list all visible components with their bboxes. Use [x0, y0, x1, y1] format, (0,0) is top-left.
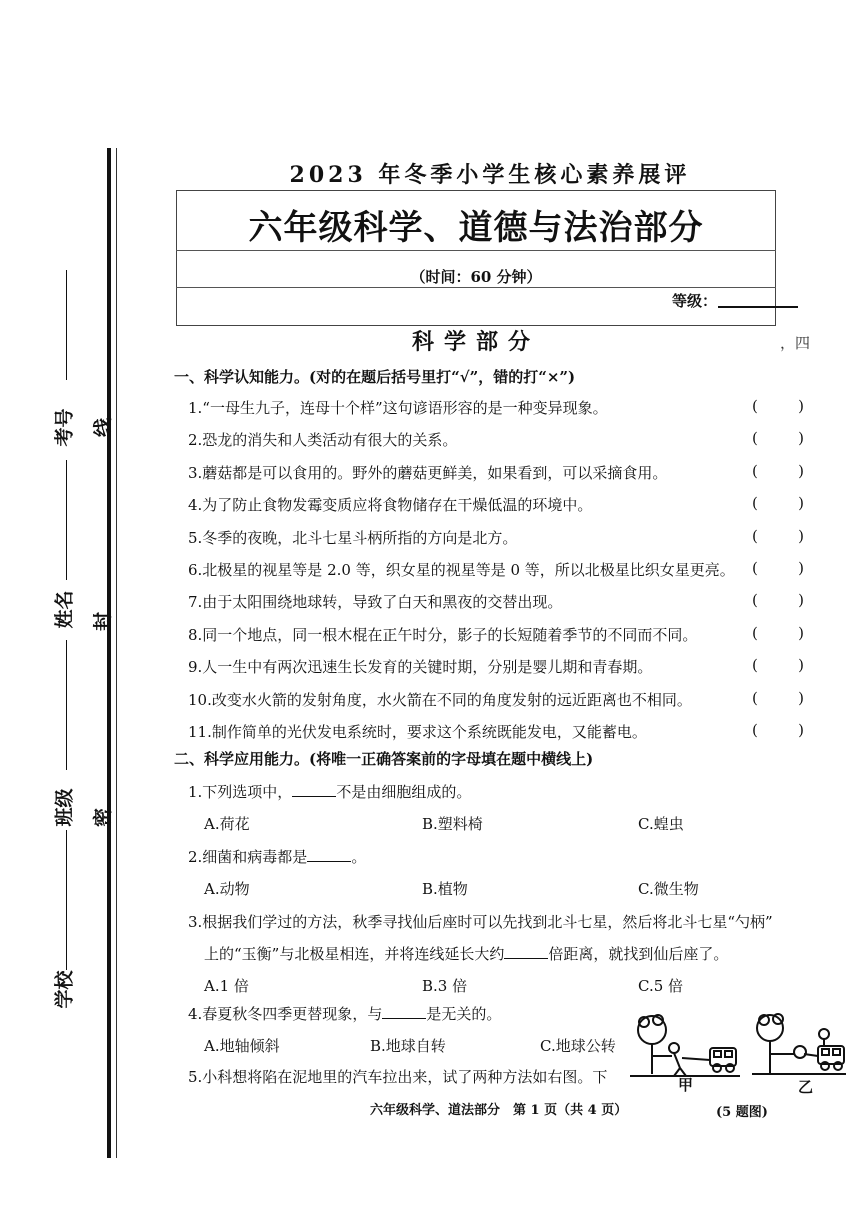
answer-parentheses[interactable] [752, 591, 804, 609]
tf-question: 7.由于太阳围绕地球转，导致了白天和黑夜的交替出现。 [188, 593, 563, 612]
figure-caption: (5 题图) [716, 1105, 768, 1120]
option-c: C.地球公转 [540, 1037, 616, 1055]
option-a: A.荷花 [204, 815, 250, 833]
figure-label-a: 甲 [678, 1076, 694, 1094]
class-label: 班级 [53, 788, 76, 827]
paren-close: ) [798, 591, 804, 610]
seal-char-seal: 封 [92, 611, 115, 632]
option-a: A.动物 [204, 880, 250, 898]
answer-parentheses[interactable] [752, 462, 804, 480]
exam-title: 2023 年冬季小学生核心素养展评 [289, 162, 691, 188]
question-text: 是无关的。 [426, 1005, 502, 1023]
seal-char-line: 线 [92, 417, 115, 438]
time-limit: （时间：60 分钟） [410, 268, 542, 286]
question-2-4 [188, 1003, 501, 1024]
tf-question: 9.人一生中有两次迅速生长发育的关键时期，分别是婴儿期和青春期。 [188, 658, 653, 677]
answer-blank[interactable] [307, 847, 351, 862]
option-a: A.1 倍 [204, 977, 249, 995]
tf-question: 2.恐龙的消失和人类活动有很大的关系。 [188, 431, 458, 450]
section1-heading: 一、科学认知能力。(对的在题后括号里打“√”，错的打“×”) [174, 368, 576, 386]
answer-parentheses[interactable] [752, 624, 804, 642]
paren-close: ) [798, 526, 804, 545]
class-blank [66, 640, 67, 770]
answer-parentheses[interactable] [752, 689, 804, 707]
paren-close: ) [798, 721, 804, 739]
question-2-3-cont [204, 943, 728, 964]
paren-close: ) [798, 688, 804, 707]
question-2-1 [188, 781, 471, 802]
option-b: B.塑料椅 [422, 815, 483, 833]
binding-line-thin [116, 148, 117, 1158]
binding-line-thick [107, 148, 111, 1158]
section2-heading: 二、科学应用能力。(将唯一正确答案前的字母填在题中横线上) [174, 750, 594, 768]
grade-label: 等级： [672, 292, 718, 310]
paren-open: ( [752, 526, 758, 545]
option-b: B.植物 [422, 880, 468, 898]
tf-question: 5.冬季的夜晚，北斗七星斗柄所指的方向是北方。 [188, 528, 518, 547]
main-title: 六年级科学、道德与法治部分 [248, 208, 704, 248]
answer-parentheses[interactable] [752, 527, 804, 545]
paren-open: ( [752, 397, 758, 415]
paren-open: ( [752, 429, 758, 448]
answer-blank[interactable] [292, 782, 336, 797]
name-blank [66, 460, 67, 580]
pulling-car-figure [628, 1008, 850, 1100]
paren-close: ) [798, 656, 804, 675]
answer-parentheses[interactable] [752, 397, 804, 415]
option-c: C.蝗虫 [638, 815, 684, 833]
seal-char-secret: 密 [92, 807, 115, 828]
question-text: 不是由细胞组成的。 [336, 783, 472, 801]
option-c: C.微生物 [638, 880, 699, 898]
tf-question: 10.改变水火箭的发射角度，水火箭在不同的角度发射的远近距离也不相同。 [188, 690, 692, 709]
option-b: B.地球自转 [370, 1037, 446, 1055]
question-text: 。 [351, 848, 367, 866]
paren-open: ( [752, 623, 758, 642]
paren-close: ) [798, 494, 804, 513]
question-text: 1.下列选项中， [188, 783, 293, 801]
header-rule [176, 287, 776, 288]
figure-label-b: 乙 [798, 1078, 814, 1096]
school-blank [66, 830, 67, 970]
answer-blank[interactable] [504, 944, 548, 959]
paren-open: ( [752, 721, 758, 739]
paren-open: ( [752, 461, 758, 480]
paren-open: ( [752, 559, 758, 577]
corner-mark: ，四 [780, 334, 811, 352]
science-section-title: 科学部分 [411, 330, 540, 355]
tf-question: 1.“一母生九子，连母十个样”这句谚语形容的是一种变异现象。 [188, 399, 608, 417]
paren-close: ) [798, 461, 804, 480]
answer-parentheses[interactable] [752, 656, 804, 674]
option-a: A.地轴倾斜 [204, 1037, 280, 1055]
paren-open: ( [752, 494, 758, 513]
option-c: C.5 倍 [638, 977, 684, 995]
question-text: 2.细菌和病毒都是 [188, 848, 308, 866]
tf-question: 11.制作简单的光伏发电系统时，要求这个系统既能发电，又能蓄电。 [188, 723, 647, 741]
question-text: 倍距离，就找到仙后座了。 [548, 945, 729, 963]
paren-open: ( [752, 656, 758, 675]
scene-a [630, 1015, 740, 1076]
grade-blank [718, 306, 798, 308]
school-label: 学校 [53, 970, 76, 1009]
page-footer: 六年级科学、道法部分 第 1 页（共 4 页） [370, 1103, 628, 1118]
tf-question: 8.同一个地点，同一根木棍在正午时分，影子的长短随着季节的不同而不同。 [188, 625, 698, 644]
paren-close: ) [798, 623, 804, 642]
paren-close: ) [798, 559, 804, 577]
option-b: B.3 倍 [422, 977, 468, 995]
exam-number-label: 考号 [53, 408, 76, 447]
answer-parentheses[interactable] [752, 721, 804, 739]
answer-blank[interactable] [382, 1004, 426, 1019]
question-text: 上的“玉衡”与北极星相连，并将连线延长大约 [204, 945, 505, 963]
answer-parentheses[interactable] [752, 559, 804, 577]
name-label: 姓名 [53, 590, 76, 629]
tf-question: 4.为了防止食物发霉变质应将食物储存在干燥低温的环境中。 [188, 496, 593, 515]
scene-b [752, 1014, 846, 1074]
exam-number-blank [66, 270, 67, 380]
answer-parentheses[interactable] [752, 494, 804, 512]
tf-question: 3.蘑菇都是可以食用的。野外的蘑菇更鲜美，如果看到，可以采摘食用。 [188, 463, 668, 482]
question-2-3: 3.根据我们学过的方法，秋季寻找仙后座时可以先找到北斗七星，然后将北斗七星“勺柄” [188, 913, 773, 931]
tf-question: 6.北极星的视星等是 2.0 等，织女星的视星等是 0 等，所以北极星比织女星更亮。 [188, 561, 735, 579]
paren-open: ( [752, 688, 758, 707]
question-2-2 [188, 846, 366, 867]
paren-close: ) [798, 397, 804, 415]
answer-parentheses[interactable] [752, 429, 804, 447]
question-text: 4.春夏秋冬四季更替现象，与 [188, 1005, 383, 1023]
paren-close: ) [798, 429, 804, 448]
header-rule [176, 250, 776, 251]
question-2-5: 5.小科想将陷在泥地里的汽车拉出来，试了两种方法如右图。下 [188, 1068, 608, 1086]
paren-open: ( [752, 591, 758, 610]
